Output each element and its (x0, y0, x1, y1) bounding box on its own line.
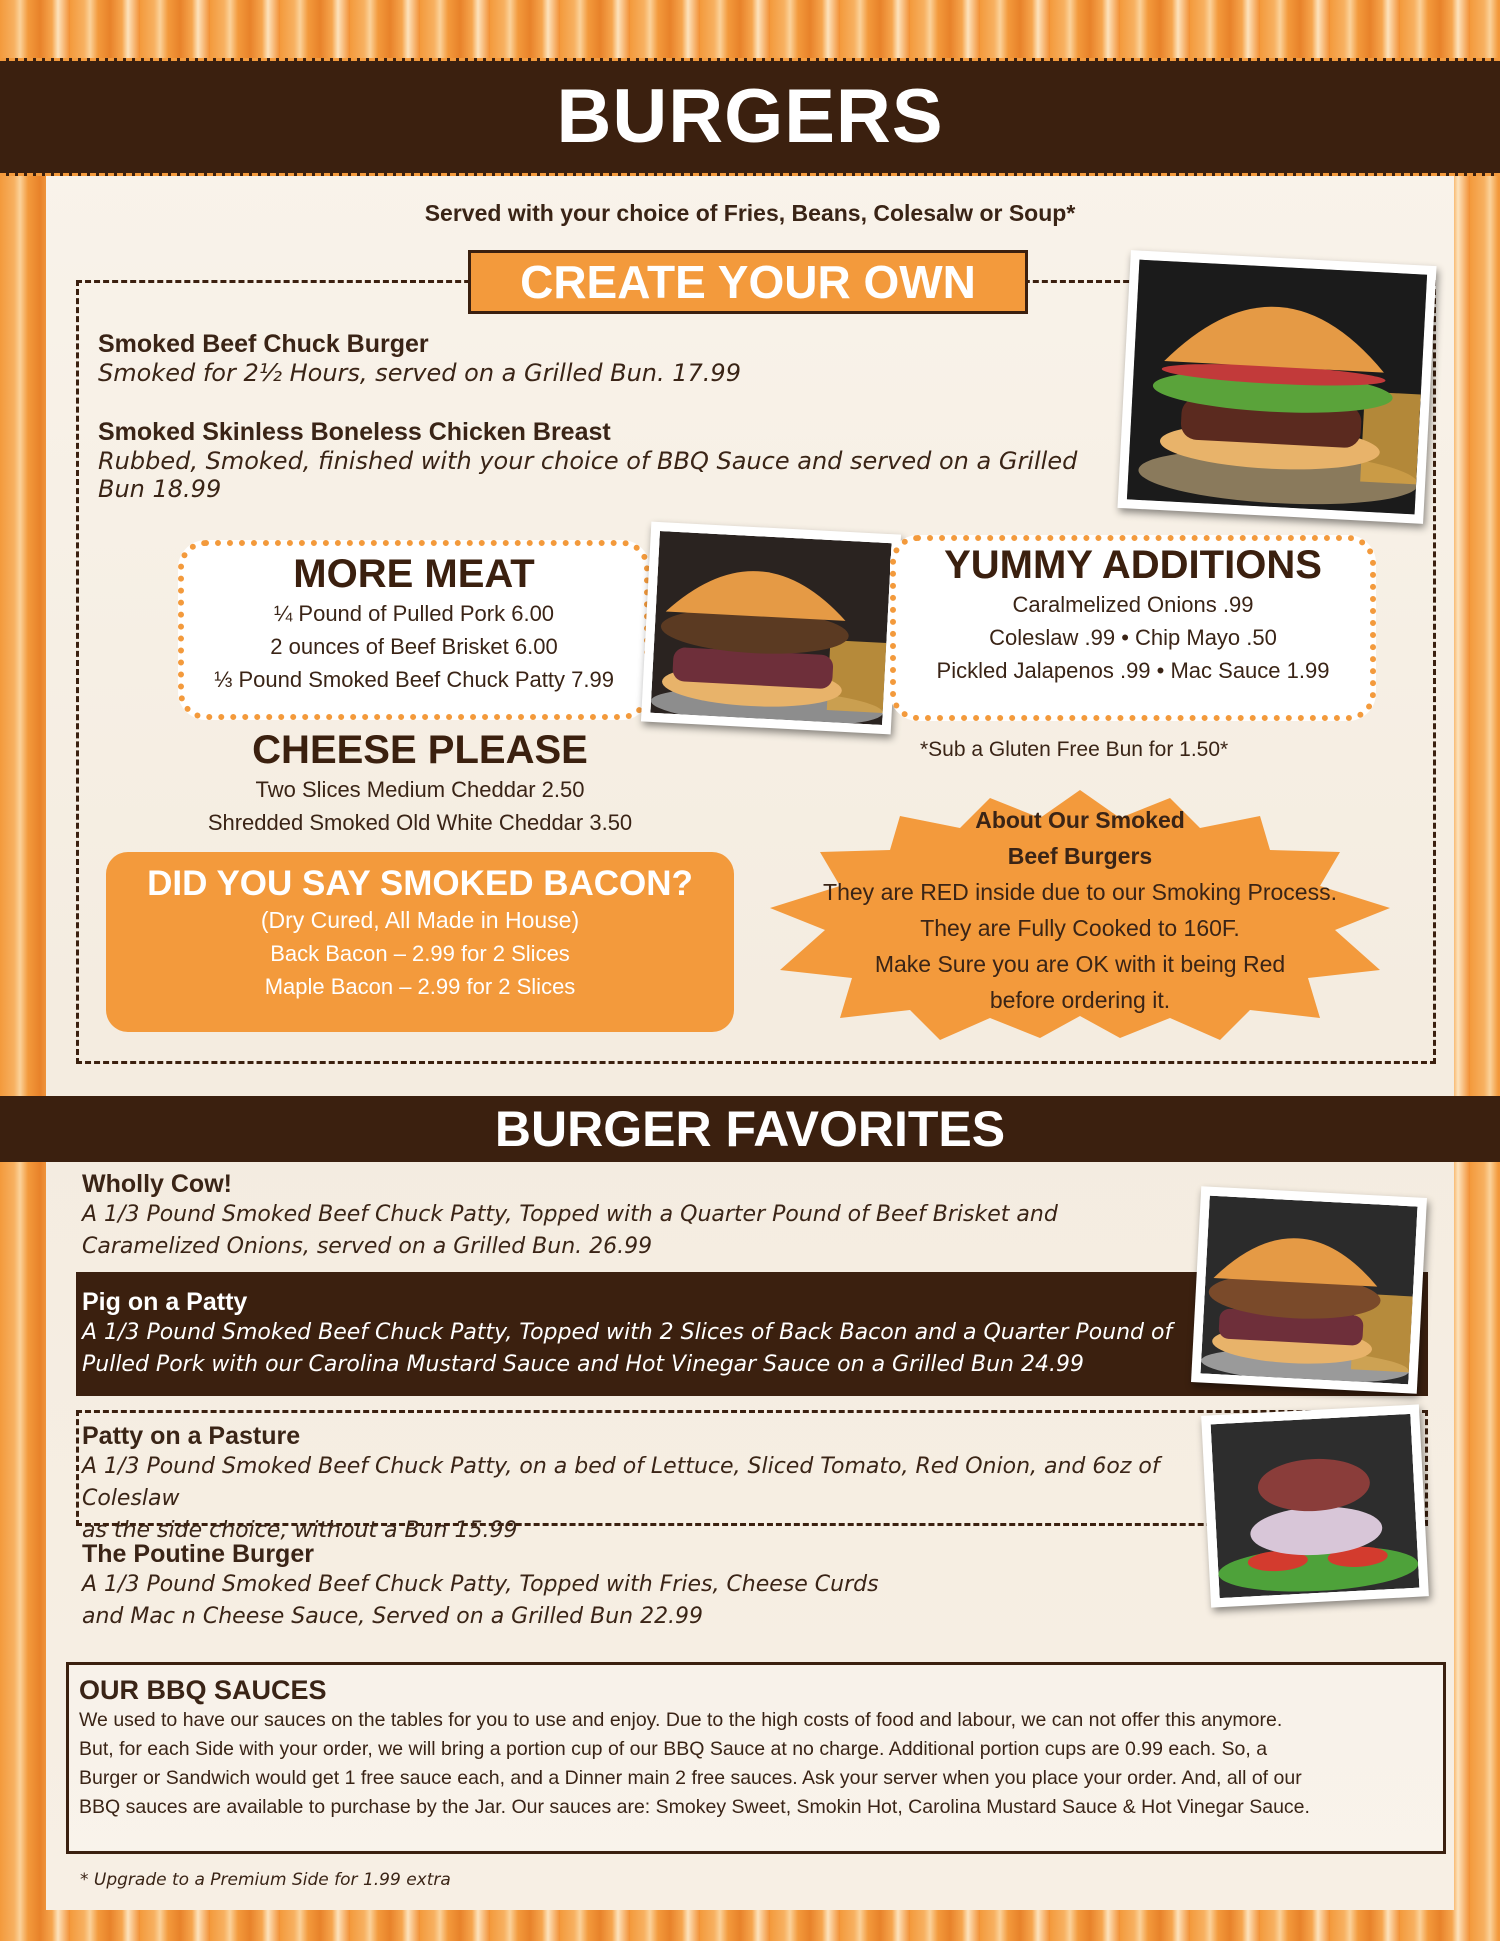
item-name: Smoked Skinless Boneless Chicken Breast (98, 418, 611, 446)
wholly-cow-photo (1191, 1186, 1427, 1394)
item-description: Smoked for 2½ Hours, served on a Grilled Bun. 17.99 (98, 359, 741, 387)
sauces-title: OUR BBQ SAUCES (79, 1675, 327, 1705)
item-description: A 1/3 Pound Smoked Beef Chuck Patty, Topped with a Quarter Pound of Beef Brisket and (82, 1202, 1058, 1227)
yummy-additions-title: YUMMY ADDITIONS (944, 543, 1322, 587)
item-description: Pulled Pork with our Carolina Mustard Sauce and Hot Vinegar Sauce on a Grilled Bun 24.99 (82, 1352, 1084, 1377)
about-line: Make Sure you are OK with it being Red (874, 951, 1286, 977)
bacon-subtitle: (Dry Cured, All Made in House) (260, 907, 580, 933)
wholly-cow-illustration (1200, 1196, 1417, 1385)
menu-item (98, 330, 1118, 387)
menu-item (98, 418, 1118, 503)
item-name: Patty on a Pasture (82, 1422, 301, 1450)
menu-item (82, 1288, 1182, 1381)
yummy-additions-line: Pickled Jalapenos .99 • Mac Sauce 1.99 (936, 658, 1330, 683)
sauces-line: Burger or Sandwich would get 1 free sauce each, and a Dinner main 2 free sauces. Ask your server when you place your order. And, all of our (79, 1767, 1302, 1789)
brisket-burger-photo (641, 522, 901, 735)
item-description: A 1/3 Pound Smoked Beef Chuck Patty, Topped with Fries, Cheese Curds (82, 1572, 879, 1597)
about-line: before ordering it. (989, 987, 1171, 1013)
yummy-additions-line: Coleslaw .99 • Chip Mayo .50 (989, 625, 1277, 650)
item-description: as the side choice, without a Bun 15.99 (82, 1518, 518, 1543)
footnote: * Upgrade to a Premium Side for 1.99 extra (80, 1870, 451, 1890)
about-title: Beef Burgers (1007, 843, 1153, 869)
serve-line: Served with your choice of Fries, Beans, Colesalw or Soup* (424, 200, 1076, 226)
more-meat-line: 2 ounces of Beef Brisket 6.00 (270, 634, 558, 659)
yummy-additions-line: Caralmelized Onions .99 (1012, 592, 1254, 617)
item-description: and Mac n Cheese Sauce, Served on a Grilled Bun 22.99 (82, 1604, 704, 1629)
bacon-line: Maple Bacon – 2.99 for 2 Slices (264, 974, 576, 999)
yummy-additions-box (890, 535, 1376, 721)
page-title: BURGERS (556, 74, 944, 159)
favorites-title: BURGER FAVORITES (494, 1101, 1006, 1157)
more-meat-box (178, 540, 650, 720)
burger-illustration (1127, 260, 1427, 515)
item-name: The Poutine Burger (82, 1540, 314, 1568)
about-smoked-burgers (790, 802, 1370, 1018)
pasture-photo (1201, 1404, 1429, 1607)
brisket-burger-illustration (650, 531, 891, 725)
about-line: They are RED inside due to our Smoking Process. (823, 879, 1337, 905)
more-meat-line: ⅓ Pound Smoked Beef Chuck Patty 7.99 (214, 667, 614, 692)
item-description: A 1/3 Pound Smoked Beef Chuck Patty, on a bed of Lettuce, Sliced Tomato, Red Onion, and 6oz of Coleslaw (82, 1454, 1160, 1511)
sauces-line: But, for each Side with your order, we will bring a portion cup of our BBQ Sauce at no charge. Additional portion cups are 0.99 each. So, a (79, 1738, 1268, 1760)
sauces-line: BBQ sauces are available to purchase by the Jar. Our sauces are: Smokey Sweet, Smokin Hot, Carolina Mustard Sauce & Hot Vinegar Sauce. (79, 1796, 1310, 1818)
about-line: They are Fully Cooked to 160F. (920, 915, 1240, 941)
more-meat-title: MORE MEAT (293, 552, 535, 596)
item-description: A 1/3 Pound Smoked Beef Chuck Patty, Topped with 2 Slices of Back Bacon and a Quarter Pound of (82, 1320, 1173, 1345)
item-name: Smoked Beef Chuck Burger (98, 330, 429, 358)
smoked-bacon-box (106, 852, 734, 1032)
favorites-banner (0, 1096, 1500, 1162)
create-your-own-title: CREATE YOUR OWN (468, 250, 1028, 314)
cheese-please-section (160, 728, 680, 839)
cheese-please-title: CHEESE PLEASE (252, 728, 588, 772)
item-name: Wholly Cow! (82, 1170, 232, 1198)
cheese-line: Two Slices Medium Cheddar 2.50 (255, 777, 585, 802)
bbq-sauces-box (66, 1662, 1446, 1854)
burger-photo (1117, 250, 1436, 524)
bacon-title: DID YOU SAY SMOKED BACON? (147, 864, 693, 903)
item-name: Pig on a Patty (82, 1288, 248, 1316)
item-description: Rubbed, Smoked, finished with your choice of BBQ Sauce and served on a Grilled Bun 18.99 (98, 447, 1078, 503)
menu-item (82, 1422, 1182, 1547)
pasture-illustration (1211, 1414, 1420, 1598)
menu-item (82, 1170, 1182, 1263)
about-title: About Our Smoked (975, 807, 1185, 833)
burgers-banner (0, 58, 1500, 176)
item-description: Caramelized Onions, served on a Grilled Bun. 26.99 (82, 1234, 653, 1259)
more-meat-line: ¼ Pound of Pulled Pork 6.00 (273, 601, 555, 626)
gluten-free-note: *Sub a Gluten Free Bun for 1.50* (920, 738, 1229, 761)
cheese-line: Shredded Smoked Old White Cheddar 3.50 (207, 810, 633, 835)
bacon-line: Back Bacon – 2.99 for 2 Slices (270, 941, 570, 966)
sauces-line: We used to have our sauces on the tables for you to use and enjoy. Due to the high costs of food and labour, we can not offer this anymore. (79, 1709, 1283, 1731)
menu-item (82, 1540, 1182, 1633)
